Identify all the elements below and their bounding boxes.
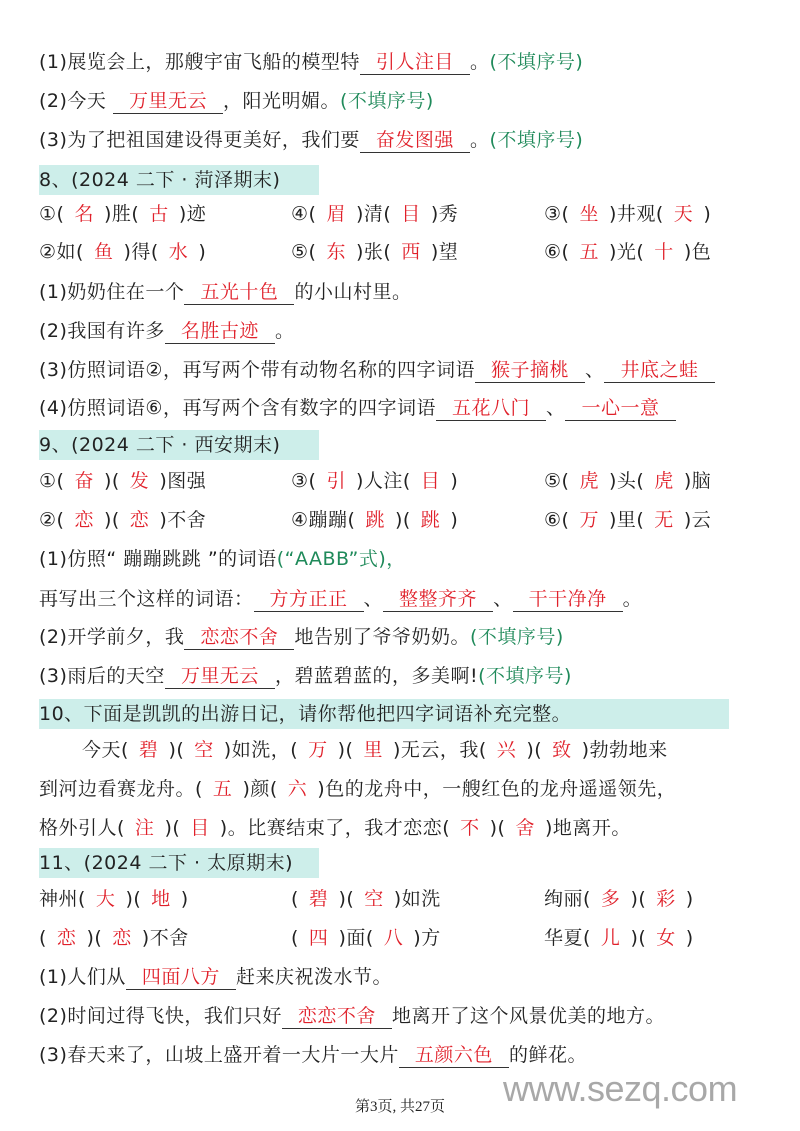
text-line: [39, 663, 572, 689]
idiom-row: [39, 201, 779, 227]
answer-blank: 方方正正: [254, 588, 364, 612]
idiom-row: [39, 886, 779, 912]
answer-char: 五: [579, 241, 599, 263]
answer-char: 大: [95, 888, 116, 910]
text: ③(: [544, 203, 570, 225]
text: )迹: [178, 203, 207, 225]
text-line: [39, 1042, 587, 1068]
text: )如洗，(: [223, 739, 299, 761]
answer-blank: 井底之蛙: [604, 359, 714, 383]
text: 。: [622, 588, 643, 610]
text-line: [39, 88, 434, 114]
answer-blank: 恋恋不舍: [184, 626, 294, 650]
text: (3)仿照词语②，再写两个带有动物名称的四字词语: [39, 359, 475, 381]
text: )(: [125, 888, 142, 910]
idiom-item: [544, 925, 694, 951]
text: ⑤(: [291, 241, 317, 263]
answer-char: 天: [673, 203, 694, 225]
idiom-item: [39, 201, 206, 227]
answer-blank: 五颜六色: [399, 1044, 509, 1068]
answer-char: 目: [401, 203, 421, 225]
answer-char: 彩: [656, 888, 676, 910]
answer-char: 恋: [129, 509, 150, 531]
answer-char: 目: [190, 817, 210, 839]
text: ⑥(: [544, 241, 570, 263]
text: ④蹦蹦(: [291, 509, 356, 531]
answer-char: 鱼: [93, 241, 114, 263]
text: (2)我国有许多: [39, 320, 165, 342]
text-line: [82, 737, 668, 763]
text: ): [685, 888, 694, 910]
idiom-item: [544, 468, 711, 494]
text: )色: [683, 241, 712, 263]
note: (不填序号): [340, 90, 434, 112]
text: (3)春天来了，山坡上盛开着一大片一大片: [39, 1044, 399, 1066]
answer-char: 无: [654, 509, 674, 531]
answer-blank: 五花八门: [436, 397, 546, 421]
text: ②(: [39, 509, 65, 531]
answer-char: 虎: [579, 470, 599, 492]
text: (3)为了把祖国建设得更美好，我们要: [39, 129, 360, 151]
text: )(: [489, 817, 506, 839]
answer-char: 多: [600, 888, 621, 910]
answer-char: 目: [420, 470, 441, 492]
text: 绚丽(: [544, 888, 591, 910]
text: )张(: [355, 241, 392, 263]
answer-char: 东: [326, 241, 346, 263]
page-number: 第3页, 共27页: [354, 1099, 445, 1115]
text: (2)开学前夕，我: [39, 626, 185, 648]
text: 的小山村里。: [294, 281, 412, 303]
text: ): [685, 927, 694, 949]
text: 今天(: [82, 739, 129, 761]
answer-char: 女: [656, 927, 676, 949]
text: (1)展览会上，那艘宇宙飞船的模型特: [39, 51, 360, 73]
answer-char: 空: [194, 739, 214, 761]
text: 。: [274, 320, 295, 342]
idiom-row: [39, 925, 779, 951]
text: 的鲜花。: [508, 1044, 587, 1066]
text: (3)雨后的天空: [39, 665, 165, 687]
answer-blank: 四面八方: [126, 966, 236, 990]
text: 地告别了爷爷奶奶。: [294, 626, 470, 648]
text-line: [39, 964, 392, 990]
answer-char: 坐: [579, 203, 599, 225]
answer-char: 万: [308, 739, 328, 761]
text: (: [291, 927, 299, 949]
text: ①(: [39, 203, 65, 225]
idiom-item: [39, 507, 206, 533]
answer-blank: 猴子摘桃: [475, 359, 585, 383]
text: (: [291, 888, 299, 910]
text-line: [39, 546, 406, 572]
text: ④(: [291, 203, 317, 225]
answer-char: 里: [363, 739, 383, 761]
text: 神州(: [39, 888, 86, 910]
heading-highlight: [39, 165, 319, 195]
idiom-row: [39, 468, 779, 494]
text: )(: [338, 888, 355, 910]
text: ，碧蓝碧蓝的，多美啊!: [274, 665, 479, 687]
answer-char: 碧: [308, 888, 329, 910]
text: )(: [394, 509, 411, 531]
text: (2)时间过得飞快，我们只好: [39, 1005, 282, 1027]
watermark: www.sezq.com: [503, 1068, 738, 1109]
text: )脑: [683, 470, 712, 492]
text: 格外引人(: [39, 817, 125, 839]
text: )地离开。: [544, 817, 631, 839]
heading-highlight: [39, 848, 319, 878]
question-heading: [39, 848, 319, 878]
text: 、: [493, 588, 513, 610]
answer-blank: 五光十色: [184, 281, 294, 305]
text: )光(: [608, 241, 645, 263]
text: )(: [630, 927, 647, 949]
text-line: [39, 357, 715, 383]
answer-blank: 万里无云: [165, 665, 275, 689]
text: 8、(2024 二下 · 菏泽期末): [39, 169, 281, 191]
text: )胜(: [103, 203, 140, 225]
answer-char: 水: [168, 241, 189, 263]
text: )(: [630, 888, 647, 910]
text: ⑤(: [544, 470, 570, 492]
text: )得(: [123, 241, 159, 263]
answer-char: 致: [552, 739, 572, 761]
idiom-item: [39, 239, 206, 265]
answer-char: 舍: [515, 817, 535, 839]
text: 地离开了这个风景优美的地方。: [391, 1005, 665, 1027]
text: )(: [103, 470, 120, 492]
text: )如洗: [393, 888, 441, 910]
text: )无云，我(: [392, 739, 487, 761]
answer-char: 不: [460, 817, 480, 839]
answer-blank: 奋发图强: [360, 129, 470, 153]
text: )不舍: [141, 927, 189, 949]
text: ⑥(: [544, 509, 570, 531]
answer-char: 儿: [600, 927, 621, 949]
note: (“AABB”式)，: [276, 548, 406, 570]
text: 。: [469, 129, 490, 151]
page-footer: [0, 1098, 800, 1116]
text-line: [39, 127, 583, 153]
text: )图强: [159, 470, 207, 492]
answer-char: 恋: [112, 927, 132, 949]
text: )(: [86, 927, 103, 949]
text: ①(: [39, 470, 65, 492]
answer-char: 八: [383, 927, 404, 949]
text: )色的龙舟中，一艘红色的龙舟遥遥领先，: [317, 778, 677, 800]
text: (: [39, 927, 47, 949]
text: (2)今天: [39, 90, 113, 112]
question-heading: [39, 430, 319, 460]
text: )方: [413, 927, 441, 949]
answer-blank: 整整齐齐: [383, 588, 493, 612]
text: )。比赛结束了，我才恋恋(: [219, 817, 451, 839]
answer-char: 五: [212, 778, 233, 800]
heading-highlight: [39, 699, 729, 729]
idiom-item: [39, 468, 206, 494]
text: ): [450, 509, 459, 531]
text: )井观(: [608, 203, 664, 225]
answer-blank: 万里无云: [113, 90, 223, 114]
idiom-item: [291, 925, 441, 951]
text: (1)仿照“ 蹦蹦跳跳 ”的词语: [39, 548, 277, 570]
note: (不填序号): [489, 129, 584, 151]
idiom-item: [544, 507, 711, 533]
text: (4)仿照词语⑥，再写两个含有数字的四字词语: [39, 397, 436, 419]
text: )(: [337, 739, 354, 761]
text-line: [39, 776, 676, 802]
text: 。: [469, 51, 490, 73]
text: 赶来庆祝泼水节。: [235, 966, 392, 988]
text: 10、下面是凯凯的出游日记，请你帮他把四字词语补充完整。: [39, 703, 572, 725]
answer-char: 西: [401, 241, 421, 263]
text-line: [39, 624, 564, 650]
text-line: [39, 815, 631, 841]
answer-char: 引: [326, 470, 346, 492]
answer-char: 恋: [56, 927, 77, 949]
text-line: [39, 395, 676, 421]
text: ，阳光明媚。: [222, 90, 340, 112]
answer-char: 发: [129, 470, 150, 492]
text: ): [703, 203, 712, 225]
text: ③(: [291, 470, 317, 492]
idiom-item: [291, 239, 458, 265]
text: )(: [103, 509, 120, 531]
text: ): [198, 241, 207, 263]
answer-char: 奋: [74, 470, 94, 492]
text-line: [39, 586, 642, 612]
answer-char: 注: [134, 817, 155, 839]
text-line: [39, 279, 411, 305]
answer-char: 眉: [326, 203, 346, 225]
answer-char: 空: [364, 888, 384, 910]
text: 再写出三个这样的词语：: [39, 588, 254, 610]
text: 到河边看赛龙舟。(: [39, 778, 203, 800]
text: 、: [584, 359, 605, 381]
text: )头(: [608, 470, 645, 492]
text: )秀: [430, 203, 459, 225]
idiom-item: [39, 925, 189, 951]
text: )(: [168, 739, 185, 761]
heading-highlight: [39, 430, 319, 460]
idiom-row: [39, 239, 779, 265]
text: )(: [164, 817, 181, 839]
text: )望: [430, 241, 459, 263]
idiom-item: [544, 886, 694, 912]
text: ): [450, 470, 459, 492]
answer-char: 兴: [496, 739, 517, 761]
answer-blank: 一心一意: [565, 397, 675, 421]
text: )面(: [338, 927, 374, 949]
answer-char: 碧: [138, 739, 159, 761]
answer-char: 跳: [420, 509, 441, 531]
answer-char: 古: [149, 203, 169, 225]
note: (不填序号): [489, 51, 584, 73]
idiom-item: [544, 239, 711, 265]
text: 华夏(: [544, 927, 591, 949]
answer-blank: 干干净净: [513, 588, 623, 612]
text: )里(: [608, 509, 645, 531]
idiom-item: [544, 201, 711, 227]
text: )不舍: [159, 509, 207, 531]
text: )云: [683, 509, 712, 531]
answer-blank: 恋恋不舍: [282, 1005, 392, 1029]
answer-char: 跳: [365, 509, 385, 531]
text: 、: [363, 588, 384, 610]
text: 11、(2024 二下 · 太原期末): [39, 852, 294, 874]
answer-char: 地: [151, 888, 171, 910]
text-line: [39, 49, 583, 75]
idiom-row: [39, 507, 779, 533]
note: (不填序号): [469, 626, 564, 648]
note: (不填序号): [478, 665, 572, 687]
text-line: [39, 318, 294, 344]
idiom-item: [291, 468, 458, 494]
text: )清(: [355, 203, 392, 225]
text: 9、(2024 二下 · 西安期末): [39, 434, 281, 456]
idiom-item: [291, 886, 441, 912]
answer-char: 六: [287, 778, 308, 800]
answer-blank: 引人注目: [360, 51, 470, 75]
idiom-item: [39, 886, 189, 912]
answer-char: 名: [74, 203, 94, 225]
text: 、: [545, 397, 566, 419]
text: ): [180, 888, 189, 910]
answer-char: 十: [654, 241, 674, 263]
text: ②如(: [39, 241, 84, 263]
text: )勃勃地来: [581, 739, 668, 761]
idiom-item: [291, 201, 458, 227]
answer-char: 虎: [654, 470, 674, 492]
text: )颜(: [242, 778, 278, 800]
text: )人注(: [355, 470, 411, 492]
answer-blank: 名胜古迹: [165, 320, 275, 344]
answer-char: 恋: [74, 509, 94, 531]
text: (1)人们从: [39, 966, 126, 988]
text-line: [39, 1003, 665, 1029]
question-heading: [39, 165, 319, 195]
text: )(: [526, 739, 543, 761]
text: (1)奶奶住在一个: [39, 281, 185, 303]
answer-char: 万: [579, 509, 599, 531]
idiom-item: [291, 507, 458, 533]
question-heading: [39, 699, 729, 729]
answer-char: 四: [308, 927, 329, 949]
